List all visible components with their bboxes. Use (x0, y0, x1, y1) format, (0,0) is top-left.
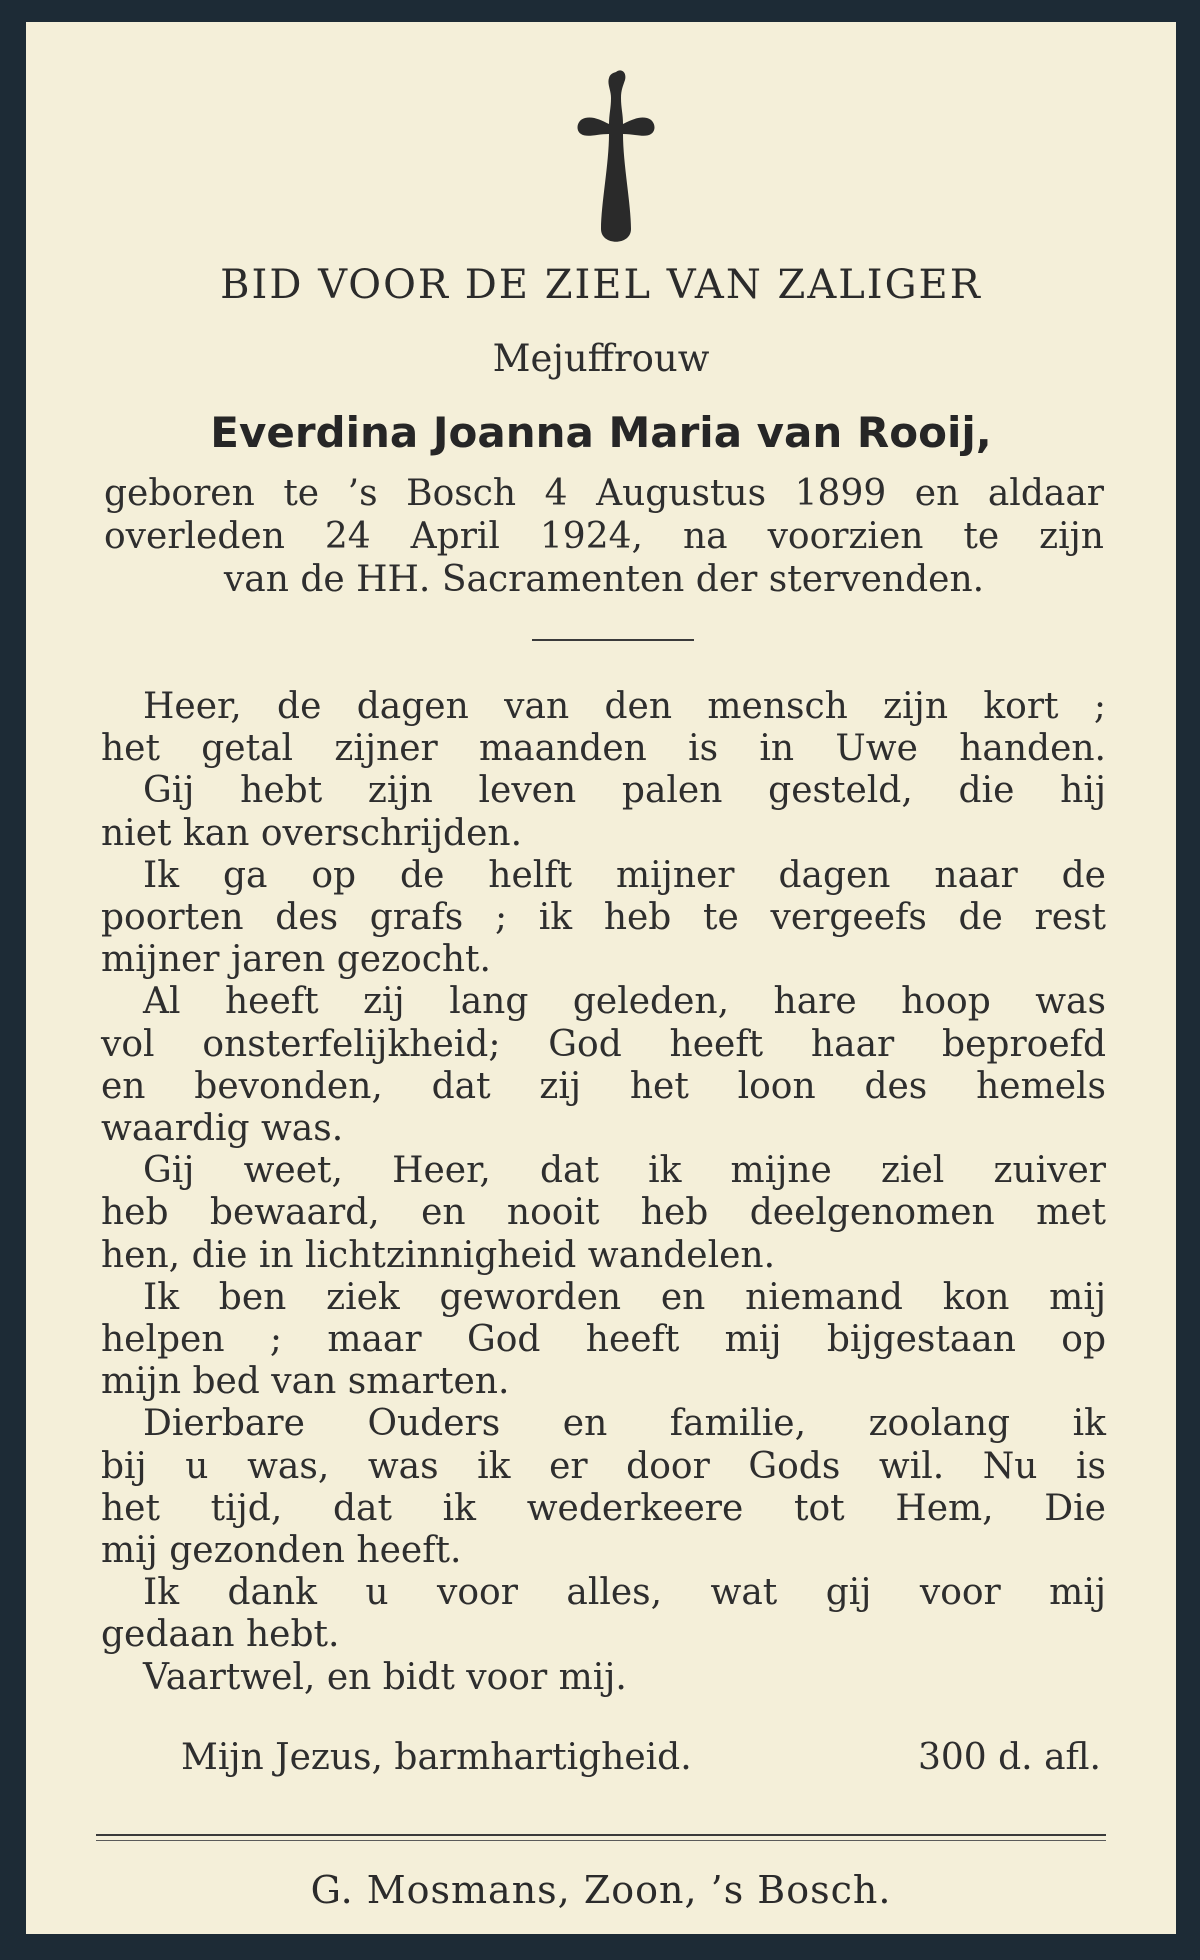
bio-line: van de HH. Sacramenten der stervenden. (223, 559, 985, 600)
prayer-line: waardig was. (101, 1108, 344, 1150)
prayer-line: Vaartwel, en bidt voor mij. (143, 1656, 627, 1698)
prayer-line: mij gezonden heeft. (101, 1530, 462, 1572)
prayer-line: en bevonden, dat zij het loon des hemels (101, 1065, 1106, 1107)
prayer-line: Heer, de dagen van den mensch zijn kort ; (143, 686, 1106, 727)
prayer-line: Dierbare Ouders en familie, zoolang ik (143, 1403, 1106, 1445)
prayer-line: poorten des grafs ; ik heb te vergeefs de rest (101, 897, 1106, 939)
honorific: Mejuffrouw (492, 337, 710, 380)
prayer-text (101, 686, 1106, 1699)
printer-imprint: G. Mosmans, Zoon, ’s Bosch. (310, 1868, 892, 1912)
card-heading: BID VOOR DE ZIEL VAN ZALIGER (220, 262, 982, 308)
bio-line: geboren te ’s Bosch 4 Augustus 1899 en aldaar (104, 473, 1104, 514)
prayer-line: niet kan overschrijden. (101, 812, 523, 854)
footer-rule-thin (96, 1840, 1106, 1841)
prayer-line: helpen ; maar God heeft mij bijgestaan op (101, 1319, 1106, 1361)
memorial-card (26, 22, 1176, 1934)
prayer-line: mijn bed van smarten. (101, 1361, 510, 1403)
prayer-line: bij u was, was ik er door Gods wil. Nu is (101, 1445, 1106, 1487)
prayer-line: Gij hebt zijn leven palen gesteld, die hij (143, 770, 1106, 812)
indulgence-prayer: Mijn Jezus, barmhartigheid. (181, 1737, 692, 1778)
prayer-line: heb bewaard, en nooit heb deelgenomen met (101, 1192, 1106, 1234)
divider (532, 639, 694, 641)
prayer-line: het tijd, dat ik wederkeere tot Hem, Die (101, 1487, 1106, 1529)
footer-rule (96, 1834, 1106, 1836)
prayer-line: gedaan hebt. (101, 1614, 340, 1656)
prayer-line: Gij weet, Heer, dat ik mijne ziel zuiver (143, 1150, 1106, 1192)
prayer-line: mijner jaren gezocht. (101, 939, 491, 981)
cross-icon (561, 54, 671, 254)
prayer-line: het getal zijner maanden is in Uwe handen. (101, 728, 1106, 770)
indulgence-days: 300 d. afl. (917, 1737, 1101, 1778)
prayer-line: vol onsterfelijkheid; God heeft haar beproefd (101, 1023, 1106, 1065)
deceased-name: Everdina Joanna Maria van Rooij, (210, 408, 992, 457)
prayer-line: Al heeft zij lang geleden, hare hoop was (143, 981, 1106, 1023)
prayer-line: Ik ben ziek geworden en niemand kon mij (143, 1276, 1106, 1318)
biography (104, 472, 1104, 601)
prayer-line: Ik dank u voor alles, wat gij voor mij (143, 1572, 1106, 1614)
prayer-line: Ik ga op de helft mijner dagen naar de (143, 854, 1106, 896)
prayer-line: hen, die in lichtzinnigheid wandelen. (101, 1234, 776, 1276)
bio-line: overleden 24 April 1924, na voorzien te zijn (104, 516, 1104, 557)
